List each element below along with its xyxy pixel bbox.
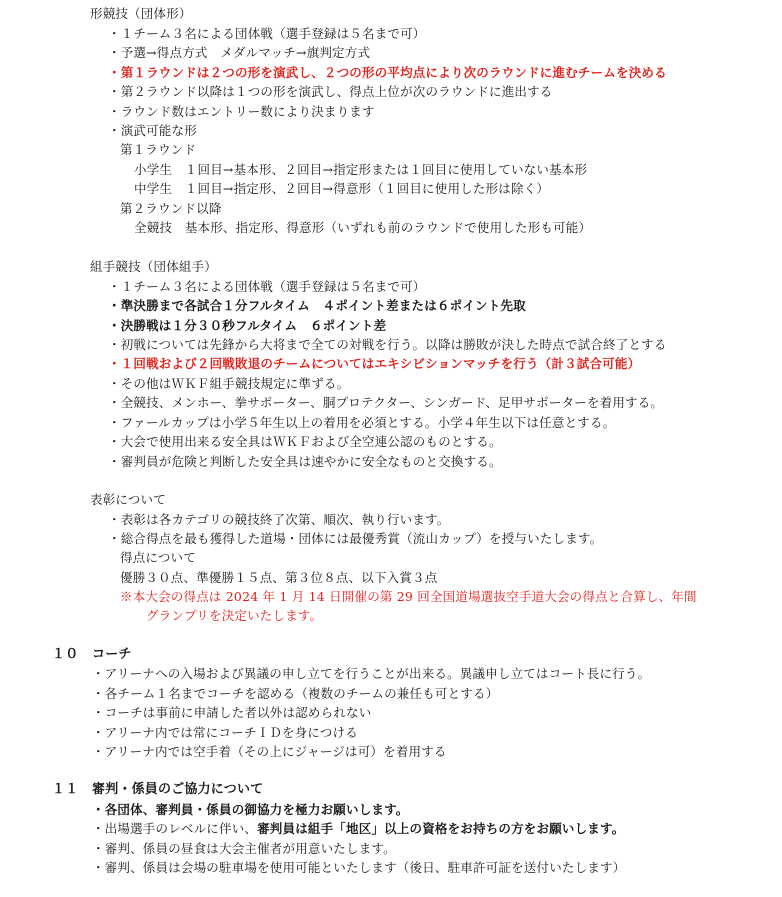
kumite-item-1: ・１チーム３名による団体戦（選手登録は５名まで可） (108, 279, 426, 294)
kumite-item-2: ・準決勝まで各試合１分フルタイム ４ポイント差または６ポイント先取 (108, 298, 526, 313)
referee-item-1: ・各団体、審判員・係員の御協力を極力お願いします。 (92, 802, 409, 817)
coach-item-1: ・アリーナへの入場および異議の申し立てを行うことが出来る。異議申し立てはコート長に行う。 (92, 666, 651, 681)
kumite-item-8: ・ファールカップは小学５年生以上の着用を必須とする。小学４年生以下は任意とする。 (108, 415, 616, 430)
coach-section-title: コーチ (92, 647, 132, 662)
kumite-item-7: ・全競技、メンホー、拳サポーター、胴プロテクター、シンガード、足甲サポーターを着用する。 (108, 395, 664, 410)
kumite-item-3: ・決勝戦は１分３０秒フルタイム ６ポイント差 (108, 318, 387, 333)
kata-round1-label: 第１ラウンド (120, 142, 197, 157)
coach-section-number: １０ (52, 647, 79, 662)
kata-round2-all: 全競技 基本形、指定形、得意形（いずれも前のラウンドで使用した形も可能） (134, 220, 592, 235)
kumite-item-9: ・大会で使用出来る安全具はＷＫＦおよび全空連公認のものとする。 (108, 434, 502, 449)
kumite-item-6: ・その他はＷＫＦ組手競技規定に準ずる。 (108, 376, 350, 391)
award-points-detail: 優勝３０点、準優勝１５点、第３位８点、以下入賞３点 (120, 570, 438, 585)
coach-item-4: ・アリーナ内では常にコーチＩＤを身につける (92, 725, 358, 740)
kata-item-1: ・１チーム３名による団体戦（選手登録は５名まで可） (108, 26, 426, 41)
kata-item-5: ・ラウンド数はエントリー数により決まります (108, 104, 375, 119)
award-note-line-2: グランプリを決定いたします。 (146, 608, 323, 623)
referee-item-2-emphasis: 審判員は組手「地区」以上の資格をお持ちの方をお願いします。 (257, 821, 625, 836)
kumite-section-title: 組手競技（団体組手） (90, 259, 218, 274)
referee-item-2-prefix: ・出場選手のレベルに伴い、 (92, 821, 258, 836)
kata-item-4: ・第２ラウンド以降は１つの形を演武し、得点上位が次のラウンドに進出する (108, 84, 553, 99)
kumite-item-5-emphasis: ・１回戦および２回戦敗退のチームについてはエキシビションマッチを行う（計３試合可能） (108, 356, 641, 371)
award-points-label: 得点について (120, 550, 196, 565)
coach-heading (52, 645, 132, 664)
referee-section-number: １１ (52, 782, 79, 797)
kata-round2-label: 第２ラウンド以降 (120, 201, 222, 216)
award-item-2: ・総合得点を最も獲得した道場・団体には最優秀賞（流山カップ）を授与いたします。 (108, 531, 603, 546)
kumite-item-4: ・初戦については先鋒から大将まで全ての対戦を行う。以降は勝敗が決した時点で試合終了とする (108, 337, 667, 352)
coach-item-3: ・コーチは事前に申請した者以外は認められない (92, 705, 372, 720)
referee-item-2 (92, 819, 624, 838)
award-item-1: ・表彰は各カテゴリの競技終了次第、順次、執り行います。 (108, 512, 450, 527)
kata-round1-elementary: 小学生 １回目→基本形、２回目→指定形または１回目に使用していない基本形 (134, 162, 588, 177)
kata-item-6: ・演武可能な形 (108, 123, 197, 138)
award-section-title: 表彰について (90, 492, 166, 507)
referee-heading (52, 780, 263, 799)
referee-item-4: ・審判、係員は会場の駐車場を使用可能といたします（後日、駐車許可証を送付いたします） (92, 860, 626, 875)
kata-section-title: 形競技（団体形） (90, 6, 192, 21)
coach-item-2: ・各チーム１名までコーチを認める（複数のチームの兼任も可とする） (92, 686, 499, 701)
kata-item-2: ・予選→得点方式 メダルマッチ→旗判定方式 (108, 45, 371, 60)
referee-section-title: 審判・係員のご協力について (92, 782, 264, 797)
coach-item-5: ・アリーナ内では空手着（その上にジャージは可）を着用する (92, 744, 447, 759)
referee-item-3: ・審判、係員の昼食は大会主催者が用意いたします。 (92, 841, 396, 856)
kata-item-3-emphasis: ・第１ラウンドは２つの形を演武し、２つの形の平均点により次のラウンドに進むチームを決める (108, 65, 667, 80)
kata-round1-junior: 中学生 １回目→指定形、２回目→得意形（１回目に使用した形は除く） (134, 181, 550, 196)
kumite-item-10: ・審判員が危険と判断した安全具は速やかに安全なものと交換する。 (108, 454, 502, 469)
award-note-line-1: ※本大会の得点は 2024 年 1 月 14 日開催の第 29 回全国道場選抜空手道大会の得点と合算し、年間 (120, 589, 697, 604)
